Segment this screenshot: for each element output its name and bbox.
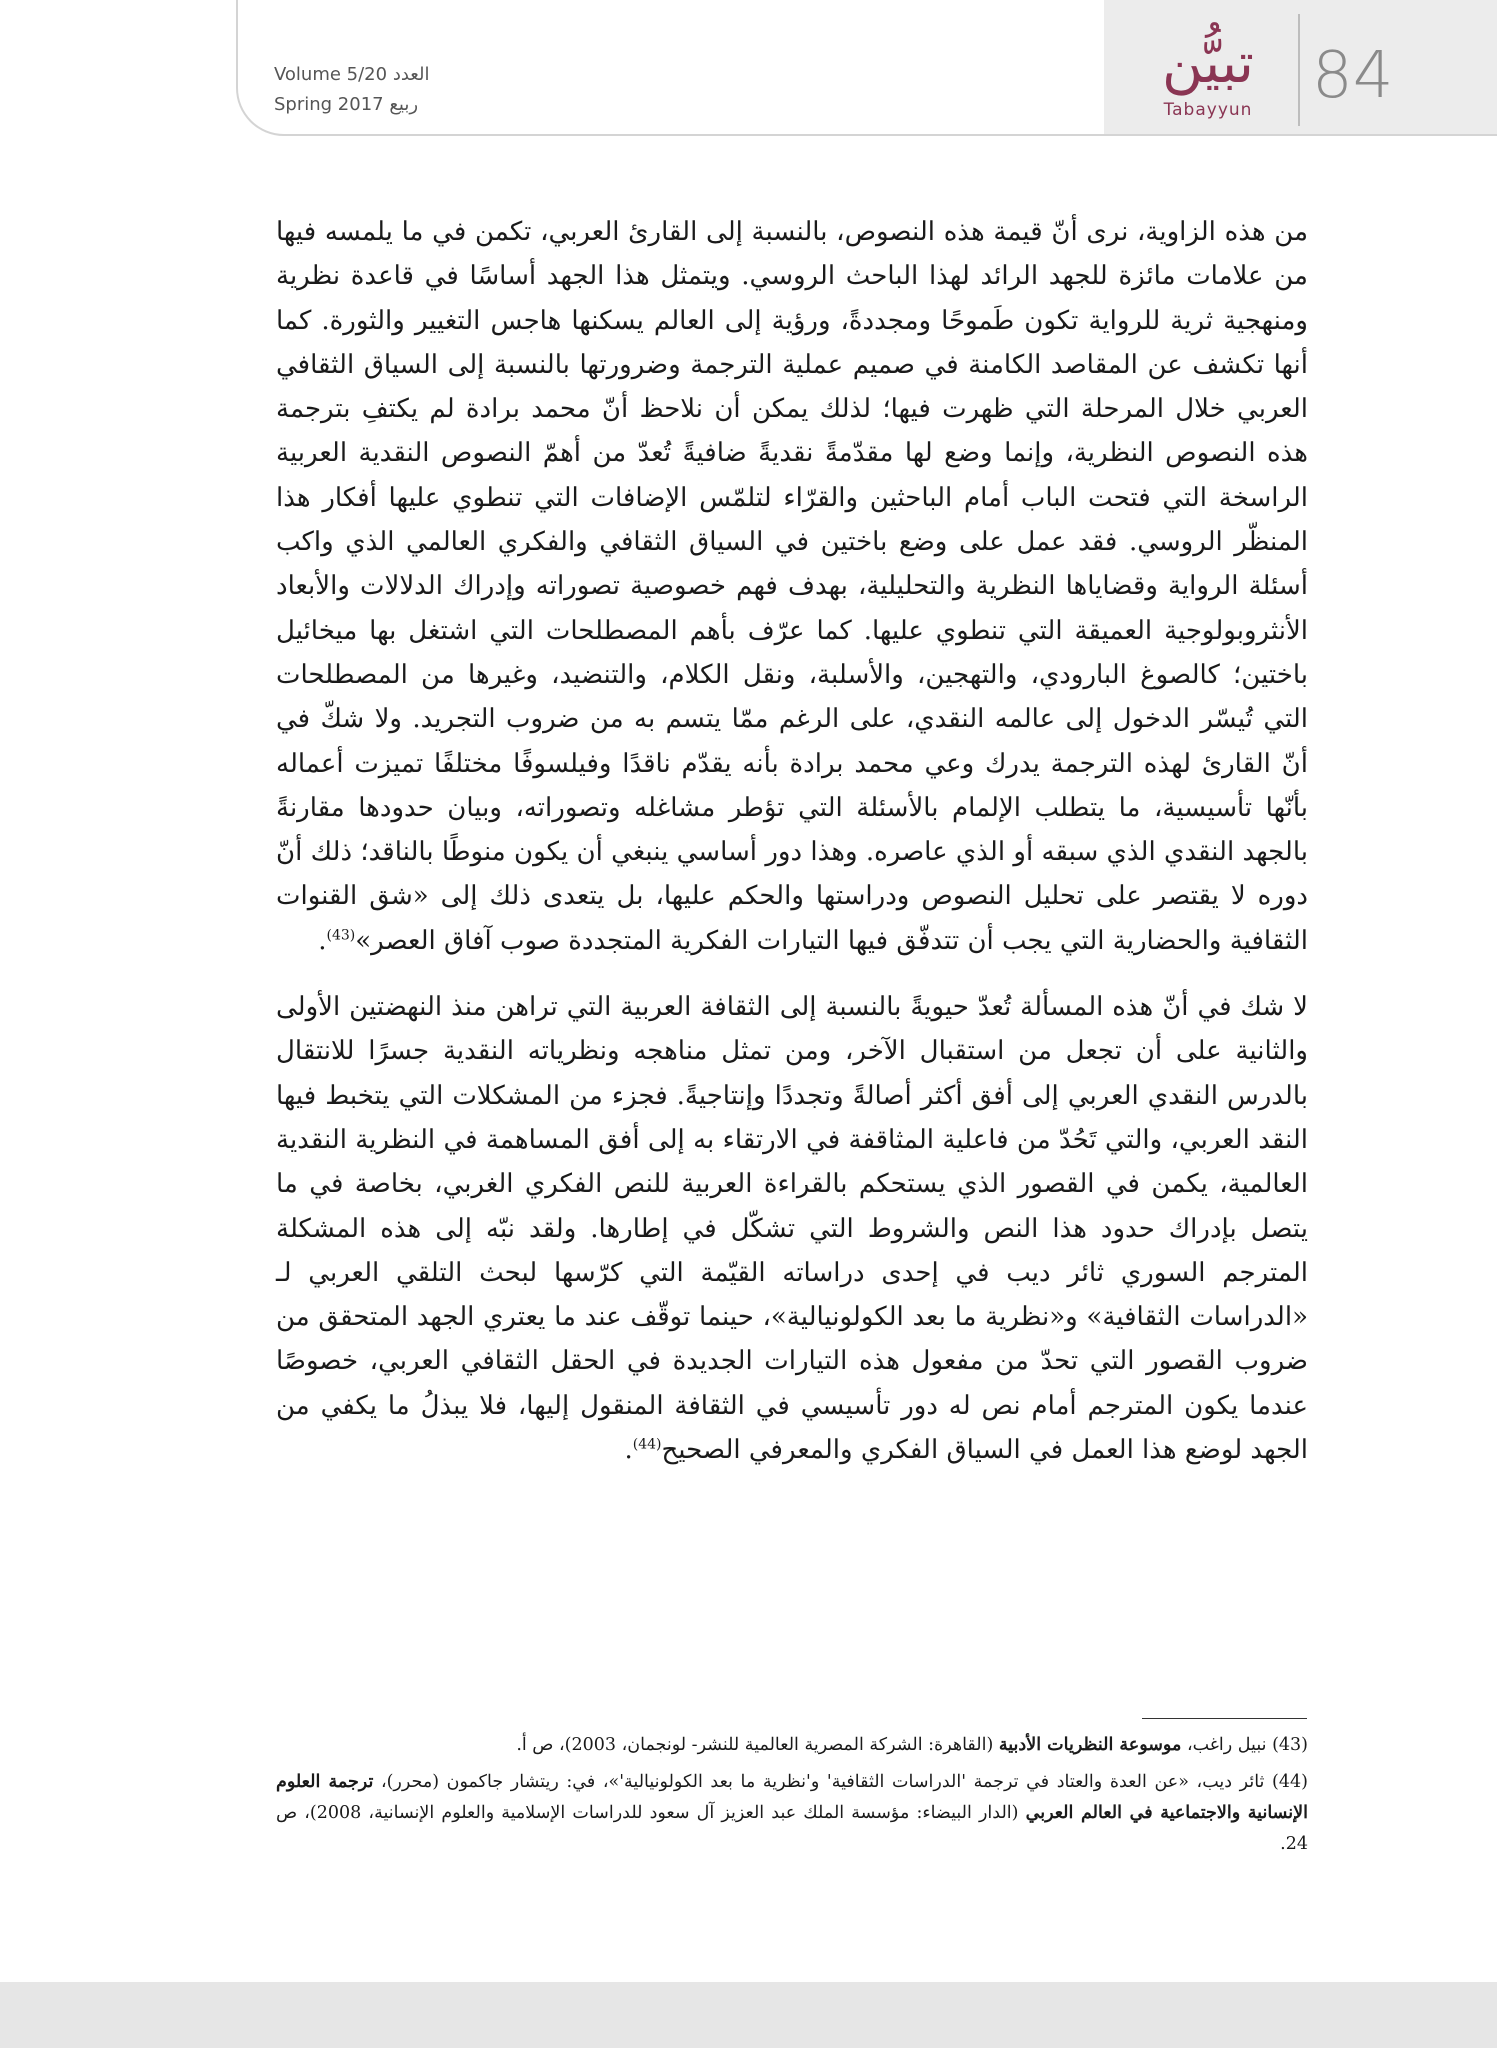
logo-latin-text: Tabayyun: [1163, 100, 1253, 120]
footnote-44: [276, 1767, 1308, 1860]
footnote-44-details: (الدار البيضاء: مؤسسة الملك عبد العزيز آل سعود للدراسات الإسلامية والعلوم الإنسانية، 2008)، ص 24.: [276, 1803, 1308, 1854]
header-divider: [1298, 14, 1300, 126]
paragraph-1-text: من هذه الزاوية، نرى أنّ قيمة هذه النصوص، بالنسبة إلى القارئ العربي، تكمن في ما يلمسه فيها من علامات مائزة للجهد الرائد لهذا الباحث الروسي. ويتمثل هذا الجهد أساسًا في قاعدة نظرية ومنهجية ثرية للرواية تكون طَموحًا ومجددةً، ورؤية إلى العالم يسكنها هاجس التغيير والثورة. كما أنها تكشف عن المقاصد الكامنة في صميم عملية الترجمة وضرورتها بالنسبة إلى السياق الثقافي العربي خلال المرحلة التي ظهرت فيها؛ لذلك يمكن أن نلاحظ أنّ محمد برادة لم يكتفِ بترجمة هذه النصوص النظرية، وإنما وضع لها مقدّمةً نقديةً ضافيةً تُعدّ من أهمّ النصوص النقدية العربية الراسخة التي فتحت الباب أمام الباحثين والقرّاء لتلمّس الإضافات التي تنطوي عليها أفكار هذا المنظّر الروسي. فقد عمل على وضع باختين في السياق الثقافي والفكري العالمي الذي واكب أسئلة الرواية وقضاياها النظرية والتحليلية، بهدف فهم خصوصية تصوراته وإدراك الدلالات والأبعاد الأنثروبولوجية العميقة التي تنطوي عليها. كما عرّف بأهم المصطلحات التي اشتغل بها ميخائيل باختين؛ كالصوغ البارودي، والتهجين، والأسلبة، ونقل الكلام، والتنضيد، وغيرها من المصطلحات التي تُيسّر الدخول إلى عالمه النقدي، على الرغم ممّا يتسم به من ضروب التجريد. ولا شكّ في أنّ القارئ لهذه الترجمة يدرك وعي محمد برادة بأنه يقدّم ناقدًا وفيلسوفًا مختلفًا تميزت أعماله بأنّها تأسيسية، ما يتطلب الإلمام بالأسئلة التي تؤطر مشاغله وتصوراته، وبيان حدودها مقارنةً بالجهد النقدي الذي سبقه أو الذي عاصره. وهذا دور أساسي ينبغي أن يكون منوطًا بالناقد؛ ذلك أنّ دوره لا يقتصر على تحليل النصوص ودراستها والحكم عليها، بل يتعدى ذلك إلى «شق القنوات الثقافية والحضارية التي يجب أن تتدفّق فيها التيارات الفكرية المتجددة صوب آفاق العصر»: [276, 217, 1308, 956]
footnote-44-title: ترجمة العلوم الإنسانية والاجتماعية في العالم العربي: [276, 1772, 1308, 1823]
footnote-ref-43[interactable]: (43): [326, 927, 356, 944]
paragraph-1: من هذه الزاوية، نرى أنّ قيمة هذه النصوص، بالنسبة إلى القارئ العربي، تكمن في ما يلمسه فيها من علامات مائزة للجهد الرائد لهذا الباحث الروسي. ويتمثل هذا الجهد أساسًا في قاعدة نظرية ومنهجية ثرية للرواية تكون طَموحًا ومجددةً، ورؤية إلى العالم يسكنها هاجس التغيير والثورة. كما أنها تكشف عن المقاصد الكامنة في صميم عملية الترجمة وضرورتها بالنسبة إلى السياق الثقافي العربي خلال المرحلة التي ظهرت فيها؛ لذلك يمكن أن نلاحظ أنّ محمد برادة لم يكتفِ بترجمة هذه النصوص النظرية، وإنما وضع لها مقدّمةً نقديةً ضافيةً تُعدّ من أهمّ النصوص النقدية العربية الراسخة التي فتحت الباب أمام الباحثين والقرّاء لتلمّس الإضافات التي تنطوي عليها أفكار هذا المنظّر الروسي. فقد عمل على وضع باختين في السياق الثقافي والفكري العالمي الذي واكب أسئلة الرواية وقضاياها النظرية والتحليلية، بهدف فهم خصوصية تصوراته وإدراك الدلالات والأبعاد الأنثروبولوجية العميقة التي تنطوي عليها. كما عرّف بأهم المصطلحات التي اشتغل بها ميخائيل باختين؛ كالصوغ البارودي، والتهجين، والأسلبة، ونقل الكلام، والتنضيد، وغيرها من المصطلحات التي تُيسّر الدخول إلى عالمه النقدي، على الرغم ممّا يتسم به من ضروب التجريد. ولا شكّ في أنّ القارئ لهذه الترجمة يدرك وعي محمد برادة بأنه يقدّم ناقدًا وفيلسوفًا مختلفًا تميزت أعماله بأنّها تأسيسية، ما يتطلب الإلمام بالأسئلة التي تؤطر مشاغله وتصوراته، وبيان حدودها مقارنةً بالجهد النقدي الذي سبقه أو الذي عاصره. وهذا دور أساسي ينبغي أن يكون منوطًا بالناقد؛ ذلك أنّ دوره لا يقتصر على تحليل النصوص ودراستها والحكم عليها، بل يتعدى ذلك إلى «شق القنوات الثقافية والحضارية التي يجب أن تتدفّق فيها التيارات الفكرية المتجددة صوب آفاق العصر»$^{(43)}$.: [276, 217, 1308, 956]
footnotes: [276, 1730, 1308, 1866]
article-body: [276, 210, 1308, 1494]
footnote-43: [276, 1730, 1308, 1761]
footnote-43-author: نبيل راغب،: [1186, 1735, 1267, 1755]
footnote-44-lead: ثائر ديب، «عن العدة والعتاد في ترجمة 'الدراسات الثقافية' و'نظرية ما بعد الكولونيالية'»، في: ريتشار جاكمون (محرر)،: [380, 1772, 1265, 1792]
volume-info: [274, 60, 429, 120]
paragraph-2: لا شك في أنّ هذه المسألة تُعدّ حيويةً بالنسبة إلى الثقافة العربية التي تراهن منذ النهضتين الأولى والثانية على أن تجعل من استقبال الآخر، ومن تمثل مناهجه ونظرياته النقدية جسرًا للانتقال بالدرس النقدي العربي إلى أفق أكثر أصالةً وتجددًا وإنتاجيةً. فجزء من المشكلات التي يتخبط فيها النقد العربي، والتي تَحُدّ من فاعلية المثاقفة في الارتقاء به إلى أفق المساهمة في النظرية النقدية العالمية، يكمن في القصور الذي يستحكم بالقراءة العربية للنص الفكري الغربي، بخاصة في ما يتصل بإدراك حدود هذا النص والشروط التي تشكّل في إطارها. ولقد نبّه إلى هذه المشكلة المترجم السوري ثائر ديب في إحدى دراساته القيّمة التي كرّسها لبحث التلقي العربي لـ «الدراسات الثقافية» و«نظرية ما بعد الكولونيالية»، حينما توقّف عند ما يعتري الجهد المتحقق من ضروب القصور التي تحدّ من مفعول هذه التيارات الجديدة في الحقل الثقافي العربي، خصوصًا عندما يكون المترجم أمام نص له دور تأسيسي في الثقافة المنقول إليها، فلا يبذلُ ما يكفي من الجهد لوضع هذا العمل في السياق الفكري والمعرفي الصحيح$^{(44)}$.: [276, 992, 1308, 1466]
journal-logo: [1128, 31, 1288, 126]
page-bottom-band: [0, 1982, 1497, 2048]
footnote-ref-44[interactable]: (44): [632, 1436, 662, 1453]
footnote-43-details: (القاهرة: الشركة المصرية العالمية للنشر- لونجمان، 2003)، ص أ.: [516, 1735, 994, 1755]
footnote-43-number: (43): [1272, 1735, 1308, 1755]
logo-arabic-text: تبيُّن: [1161, 31, 1254, 96]
footnote-separator: [1142, 1718, 1307, 1719]
page-number: 84: [1312, 39, 1394, 113]
season-line: Spring 2017 ربيع: [274, 94, 419, 115]
footnote-43-title: موسوعة النظريات الأدبية: [998, 1735, 1182, 1755]
paragraph-2-text: لا شك في أنّ هذه المسألة تُعدّ حيويةً بالنسبة إلى الثقافة العربية التي تراهن منذ النهضتين الأولى والثانية على أن تجعل من استقبال الآخر، ومن تمثل مناهجه ونظرياته النقدية جسرًا للانتقال بالدرس النقدي العربي إلى أفق أكثر أصالةً وتجددًا وإنتاجيةً. فجزء من المشكلات التي يتخبط فيها النقد العربي، والتي تَحُدّ من فاعلية المثاقفة في الارتقاء به إلى أفق المساهمة في النظرية النقدية العالمية، يكمن في القصور الذي يستحكم بالقراءة العربية للنص الفكري الغربي، بخاصة في ما يتصل بإدراك حدود هذا النص والشروط التي تشكّل في إطارها. ولقد نبّه إلى هذه المشكلة المترجم السوري ثائر ديب في إحدى دراساته القيّمة التي كرّسها لبحث التلقي العربي لـ «الدراسات الثقافية» و«نظرية ما بعد الكولونيالية»، حينما توقّف عند ما يعتري الجهد المتحقق من ضروب القصور التي تحدّ من مفعول هذه التيارات الجديدة في الحقل الثقافي العربي، خصوصًا عندما يكون المترجم أمام نص له دور تأسيسي في الثقافة المنقول إليها، فلا يبذلُ ما يكفي من الجهد لوضع هذا العمل في السياق الفكري والمعرفي الصحيح: [276, 992, 1308, 1466]
footnote-44-number: (44): [1272, 1772, 1308, 1792]
volume-line: Volume 5/20 العدد: [274, 64, 430, 85]
